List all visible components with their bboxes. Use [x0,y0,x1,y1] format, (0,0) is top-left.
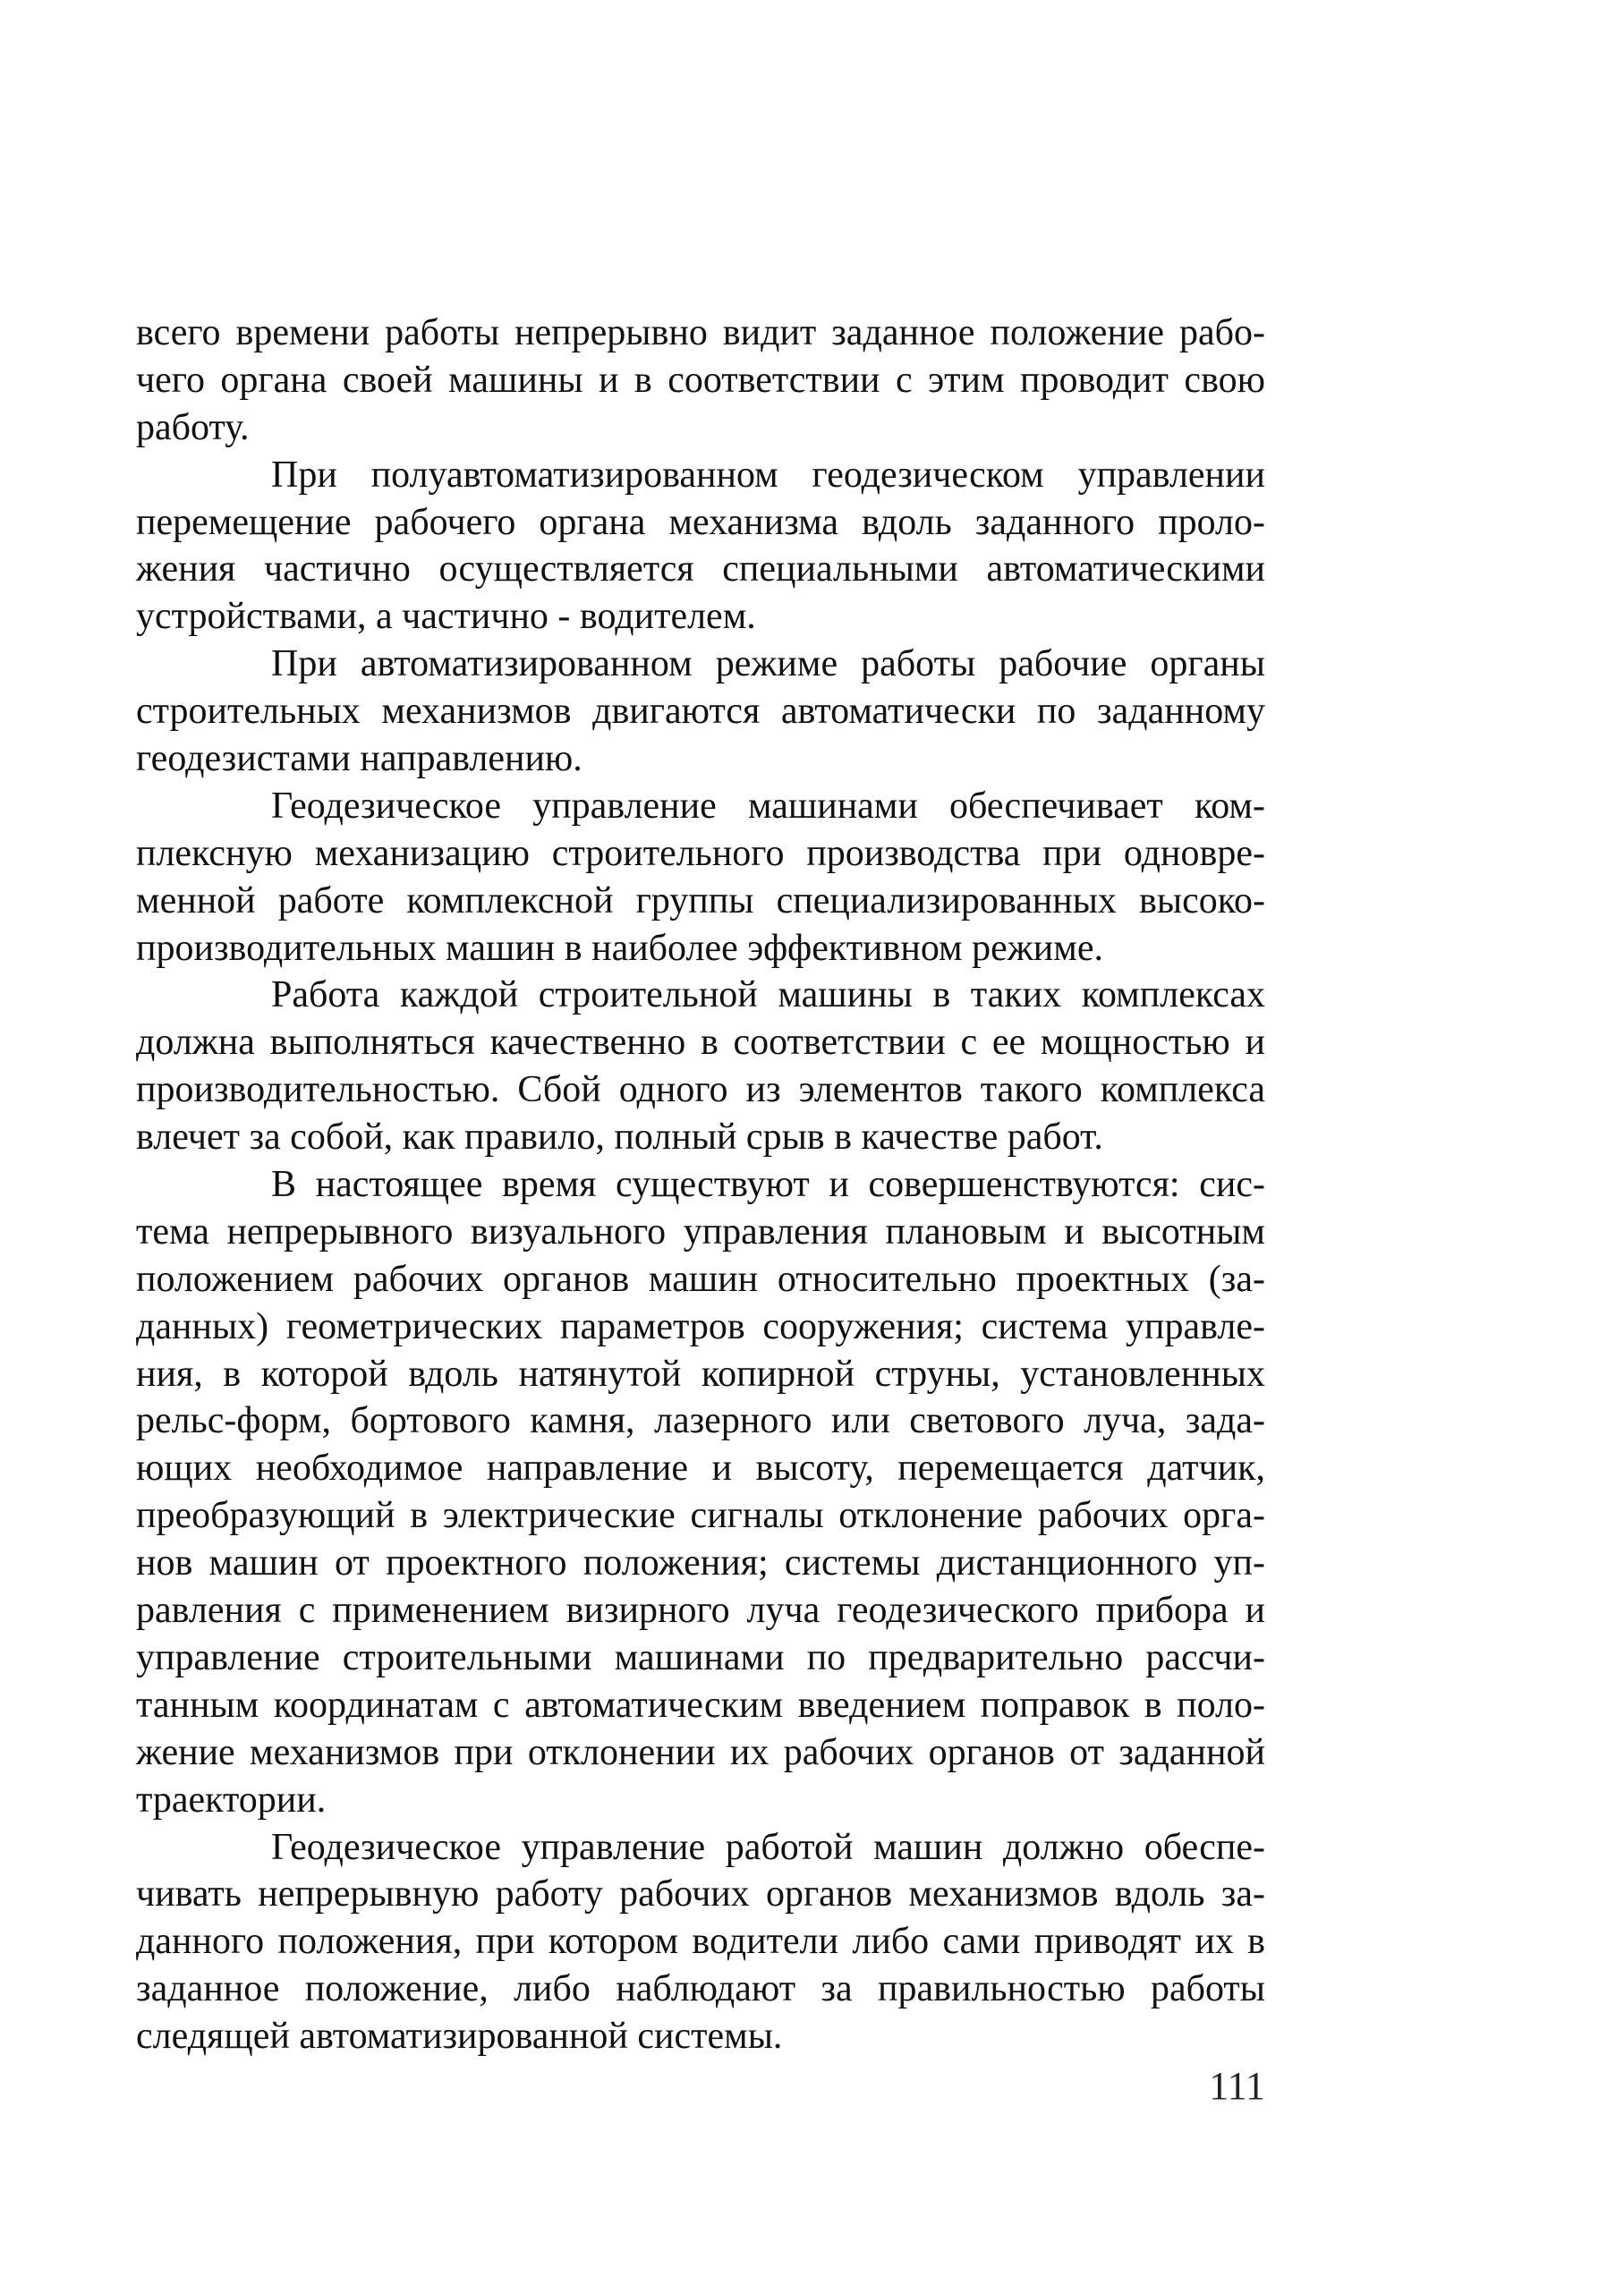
text-line: ния, в которой вдоль натянутой копирной струны, установленных [136,1353,1265,1395]
text-line: В настоящее время существуют и совершенствуются: сис- [271,1164,1265,1206]
text-line: жение механизмов при отклонении их рабочих органов от заданной [136,1731,1265,1773]
text-line: данного положения, при котором водители либо сами приводят их в [136,1921,1265,1963]
text-line: преобразующий в электрические сигналы отклонение рабочих орга- [136,1495,1265,1537]
paragraph-1 [136,310,1265,452]
text-line: траектории. [136,1779,327,1821]
text-line: управление строительными машинами по предварительно рассчи- [136,1636,1265,1678]
text-line: влечет за собой, как правило, полный срыв в качестве работ. [136,1117,1103,1159]
text-line: строительных механизмов двигаются автоматически по заданному [136,691,1265,733]
text-line: чего органа своей машины и в соответствии с этим проводит свою [136,359,1265,401]
text-line: плексную механизацию строительного производства при одновре- [136,832,1265,874]
text-line: жения частично осуществляется специальными автоматическими [136,548,1265,590]
text-line: ющих необходимое направление и высоту, перемещается датчик, [136,1448,1265,1490]
text-line: При автоматизированном режиме работы рабочие органы [271,643,1265,685]
text-line: геодезистами направлению. [136,738,582,780]
text-line: данных) геометрических параметров сооружения; система управле- [136,1305,1265,1347]
paragraph-5 [136,972,1265,1161]
text-line: тема непрерывного визуального управления плановым и высотным [136,1210,1265,1253]
text-line: всего времени работы непрерывно видит заданное положение рабо- [136,312,1265,353]
text-line: нов машин от проектного положения; системы дистанционного уп- [136,1542,1265,1584]
text-line: При полуавтоматизированном геодезическом управлении [271,454,1265,496]
text-line: производительных машин в наиболее эффективном режиме. [136,927,1103,969]
text-line: заданное положение, либо наблюдают за правильностью работы [136,1968,1265,2010]
paragraph-7 [136,1824,1265,2060]
text-line: менной работе комплексной группы специализированных высоко- [136,879,1265,921]
paragraph-2 [136,452,1265,641]
text-line: положением рабочих органов машин относительно проектных (за- [136,1258,1265,1300]
text-line: должна выполняться качественно в соответствии с ее мощностью и [136,1022,1265,1064]
text-line: перемещение рабочего органа механизма вдоль заданного проло- [136,501,1265,543]
text-line: Геодезическое управление работой машин должно обеспе- [271,1826,1265,1868]
text-line: работу. [136,406,250,448]
text-line: Работа каждой строительной машины в таких комплексах [271,974,1265,1016]
page-number: 111 [1209,2064,1265,2108]
text-line: рельс-форм, бортового камня, лазерного или светового луча, зада- [136,1400,1265,1442]
paragraph-3 [136,641,1265,783]
text-line: производительностью. Сбой одного из элементов такого комплекса [136,1069,1265,1111]
text-line: устройствами, а частично - водителем. [136,596,756,638]
text-line: чивать непрерывную работу рабочих органов механизмов вдоль за- [136,1873,1265,1915]
paragraph-4 [136,783,1265,972]
paragraph-6 [136,1161,1265,1823]
body-text [136,310,1265,2060]
text-line: следящей автоматизированной системы. [136,2016,783,2058]
text-line: Геодезическое управление машинами обеспечивает ком- [271,785,1265,827]
text-line: танным координатам с автоматическим введением поправок в поло- [136,1684,1265,1726]
text-line: равления с применением визирного луча геодезического прибора и [136,1590,1265,1632]
